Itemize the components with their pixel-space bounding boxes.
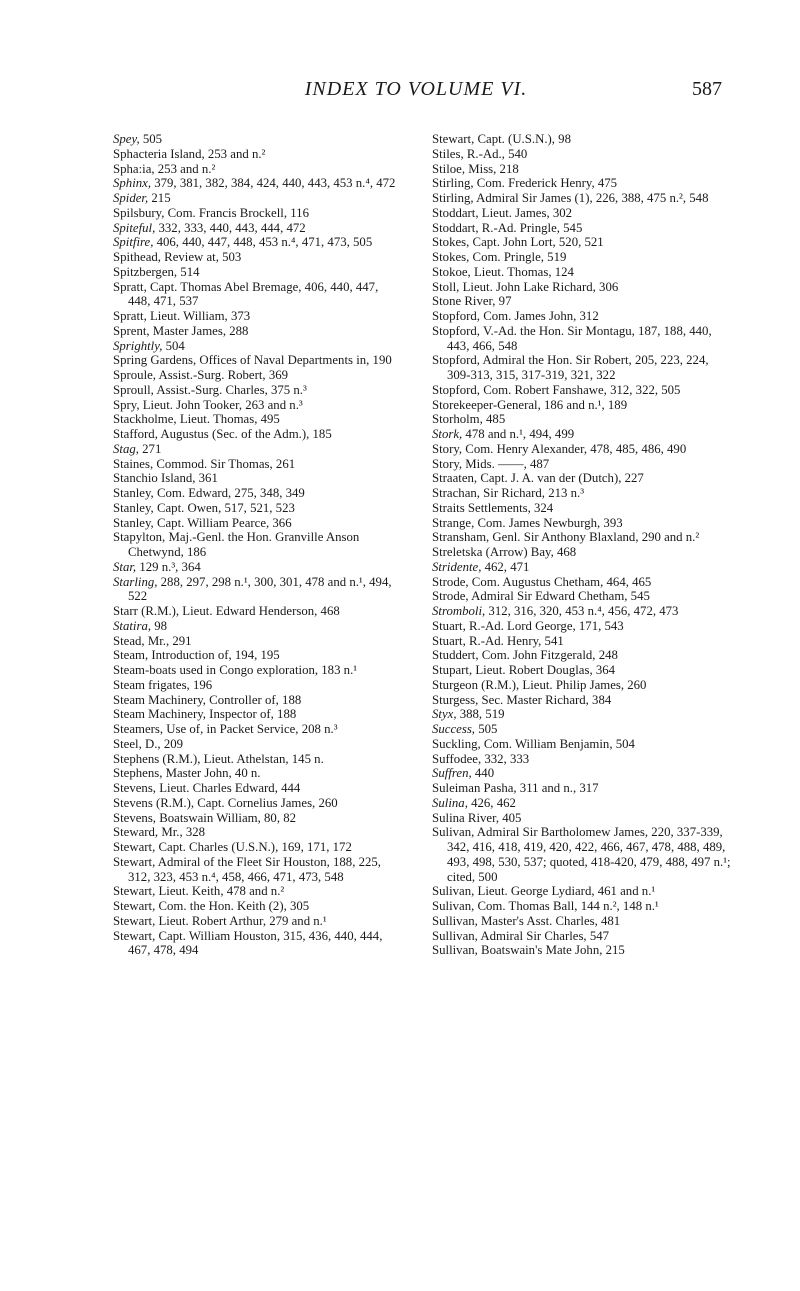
index-entry xyxy=(432,545,732,560)
index-entry-text: Storekeeper-General, 186 and n.¹, 189 xyxy=(432,397,628,412)
index-entry-text: Strange, Com. James Newburgh, 393 xyxy=(432,515,623,530)
index-entry xyxy=(432,221,732,236)
index-entry xyxy=(432,766,732,781)
index-entry xyxy=(432,309,732,324)
index-entry-ship-name: Spider, xyxy=(113,191,149,205)
index-entry xyxy=(432,162,732,177)
index-entry-text: Sulina River, 405 xyxy=(432,810,522,825)
index-entry xyxy=(113,501,403,516)
index-entry xyxy=(432,147,732,162)
index-entry-text: Stanley, Capt. William Pearce, 366 xyxy=(113,515,292,530)
index-entry xyxy=(113,339,403,354)
index-entry-ship-name: Spey, xyxy=(113,132,140,146)
index-entry xyxy=(113,781,403,796)
index-entry xyxy=(432,943,732,958)
index-entry-text: Stafford, Augustus (Sec. of the Adm.), 185 xyxy=(113,427,332,441)
index-entry-ship-name: Styx, xyxy=(432,707,457,722)
index-entry-ship-name: Stork, xyxy=(432,427,463,441)
index-entry xyxy=(432,516,732,531)
index-entry-text: 426, 462 xyxy=(467,795,516,810)
index-entry-text: Stephens, Master John, 40 n. xyxy=(113,766,261,781)
index-entry xyxy=(113,309,403,324)
index-entry-text: Sproule, Assist.-Surg. Robert, 369 xyxy=(113,368,289,382)
index-entry-text: Stewart, Capt. Charles (U.S.N.), 169, 171, 172 xyxy=(113,840,352,854)
index-entry xyxy=(432,929,732,944)
index-entry-text: 271 xyxy=(138,441,162,456)
index-entry-text: 215 xyxy=(148,191,171,205)
index-entry xyxy=(432,412,732,427)
index-entry xyxy=(113,353,403,368)
index-entry xyxy=(113,678,403,693)
index-entry-text: 406, 440, 447, 448, 453 n.⁴, 471, 473, 505 xyxy=(153,235,373,250)
index-entry-text: Sturgess, Sec. Master Richard, 384 xyxy=(432,692,612,707)
index-entry-text: Steel, D., 209 xyxy=(113,736,184,751)
index-entry xyxy=(113,604,403,619)
index-entry xyxy=(113,457,403,472)
index-entry-text: Stanchio Island, 361 xyxy=(113,471,218,486)
index-entry-text: Straits Settlements, 324 xyxy=(432,500,554,515)
index-entry xyxy=(432,811,732,826)
index-entry-text: Studdert, Com. John Fitzgerald, 248 xyxy=(432,648,618,663)
index-entry-text: Story, Com. Henry Alexander, 478, 485, 486, 490 xyxy=(432,441,687,456)
index-entry-text: Stokoe, Lieut. Thomas, 124 xyxy=(432,264,574,279)
index-entry xyxy=(113,707,403,722)
index-entry-text: 288, 297, 298 n.¹, 300, 301, 478 and n.¹, 494, 522 xyxy=(128,574,392,604)
index-entry xyxy=(113,368,403,383)
index-entry-text: Stapylton, Maj.-Genl. the Hon. Granville Anson Chetwynd, 186 xyxy=(113,530,360,559)
index-entry-text: 332, 333, 440, 443, 444, 472 xyxy=(155,220,306,235)
index-entry xyxy=(432,132,732,147)
index-entry-text: Stewart, Capt. (U.S.N.), 98 xyxy=(432,132,571,146)
index-entry-text: Strode, Com. Augustus Chetham, 464, 465 xyxy=(432,574,652,589)
index-entry-text: Stirling, Com. Frederick Henry, 475 xyxy=(432,176,618,191)
index-entry-text: Spitzbergen, 514 xyxy=(113,264,200,279)
index-entry xyxy=(113,663,403,678)
index-entry-text: Sullivan, Master's Asst. Charles, 481 xyxy=(432,913,621,928)
index-entry xyxy=(113,471,403,486)
index-entry-ship-name: Sprightly, xyxy=(113,338,163,353)
index-entry-text: Spha​:ia, 253 and n.² xyxy=(113,161,216,176)
index-entry xyxy=(432,781,732,796)
index-entry xyxy=(113,648,403,663)
index-entry-text: Stewart, Capt. William Houston, 315, 436, 440, 444, 467, 478, 494 xyxy=(113,928,383,958)
index-entry-text: Sulivan, Com. Thomas Ball, 144 n.², 148 n.¹ xyxy=(432,899,659,913)
index-entry-text: Stevens, Lieut. Charles Edward, 444 xyxy=(113,781,301,795)
index-entry-ship-name: Stridente, xyxy=(432,559,482,574)
index-entry-text: 98 xyxy=(151,618,168,633)
index-entry xyxy=(432,884,732,899)
index-entry xyxy=(113,427,403,442)
index-entry-text: Sullivan, Admiral Sir Charles, 547 xyxy=(432,928,610,943)
index-entry xyxy=(113,412,403,427)
index-entry-text: Starr (R.M.), Lieut. Edward Henderson, 468 xyxy=(113,604,340,618)
index-entry xyxy=(113,634,403,649)
index-entry xyxy=(113,693,403,708)
index-entry xyxy=(113,132,403,147)
index-entry-text: Stevens (R.M.), Capt. Cornelius James, 260 xyxy=(113,795,338,810)
index-entry-text: Spry, Lieut. John Tooker, 263 and n.³ xyxy=(113,397,303,412)
index-entry-text: 440 xyxy=(471,766,495,781)
index-entry xyxy=(113,176,403,191)
index-entry xyxy=(113,516,403,531)
index-entry-text: Stopford, Admiral the Hon. Sir Robert, 205, 223, 224, 309-313, 315, 317-319, 321, 322 xyxy=(432,353,709,382)
index-entry xyxy=(113,855,403,885)
index-entry-text: Stoll, Lieut. John Lake Richard, 306 xyxy=(432,279,619,294)
index-entry xyxy=(113,929,403,959)
index-entry-text: Stopford, Com. Robert Fanshawe, 312, 322, 505 xyxy=(432,382,681,397)
index-entry xyxy=(113,442,403,457)
index-column-right xyxy=(432,132,732,958)
index-entry-text: 379, 381, 382, 384, 424, 440, 443, 453 n.⁴, 472 xyxy=(151,176,396,191)
index-entry-ship-name: Spitfire, xyxy=(113,235,154,250)
index-column-left xyxy=(113,132,403,958)
index-entry-text: Stransham, Genl. Sir Anthony Blaxland, 290 and n.² xyxy=(432,530,700,545)
index-entry-text: Stirling, Admiral Sir James (1), 226, 388, 475 n.², 548 xyxy=(432,191,709,205)
index-entry-ship-name: Sphinx, xyxy=(113,176,152,191)
index-entry-text: Stokes, Capt. John Lort, 520, 521 xyxy=(432,235,604,250)
index-entry xyxy=(113,575,403,605)
index-entry-text: 504 xyxy=(162,338,185,353)
index-entry xyxy=(432,191,732,206)
index-entry-text: Stanley, Capt. Owen, 517, 521, 523 xyxy=(113,500,295,515)
index-entry-text: Steam-boats used in Congo exploration, 183 n.¹ xyxy=(113,663,358,677)
index-entry xyxy=(113,619,403,634)
index-entry xyxy=(432,737,732,752)
index-entry xyxy=(113,398,403,413)
index-entry xyxy=(432,235,732,250)
index-entry xyxy=(432,752,732,767)
index-entry-ship-name: Stag, xyxy=(113,441,139,456)
index-entry xyxy=(113,324,403,339)
index-entry-text: Story, Mids. ——, 487 xyxy=(432,456,550,471)
index-entry xyxy=(113,796,403,811)
index-entry-text: Stokes, Com. Pringle, 519 xyxy=(432,250,567,264)
index-entry xyxy=(113,191,403,206)
index-entry-text: Stiles, R.-Ad., 540 xyxy=(432,146,528,161)
index-entry-text: Suleiman Pasha, 311 and n., 317 xyxy=(432,781,599,795)
index-entry-text: Sproull, Assist.-Surg. Charles, 375 n.³ xyxy=(113,382,307,397)
index-entry xyxy=(113,752,403,767)
index-entry-text: Stevens, Boatswain William, 80, 82 xyxy=(113,810,297,825)
index-entry xyxy=(432,530,732,545)
index-entry-text: 505 xyxy=(139,132,163,146)
index-entry xyxy=(432,589,732,604)
index-entry-text: 462, 471 xyxy=(481,559,530,574)
index-entry-text: Stuart, R.-Ad. Henry, 541 xyxy=(432,633,564,648)
index-entry xyxy=(113,811,403,826)
index-entry xyxy=(432,294,732,309)
index-entry-text: Stone River, 97 xyxy=(432,294,512,309)
index-entry xyxy=(113,280,403,310)
index-entry-ship-name: Starling, xyxy=(113,574,158,589)
index-entry-text: Spratt, Lieut. William, 373 xyxy=(113,309,251,323)
index-entry xyxy=(113,250,403,265)
index-entry xyxy=(113,737,403,752)
index-entry-ship-name: Sulina, xyxy=(432,795,468,810)
index-entry xyxy=(432,722,732,737)
index-entry xyxy=(432,176,732,191)
index-entry-text: Stoddart, Lieut. James, 302 xyxy=(432,205,573,220)
index-entry xyxy=(432,560,732,575)
index-entry-text: Steam frigates, 196 xyxy=(113,677,213,692)
index-entry xyxy=(113,383,403,398)
index-entry-text: Stewart, Admiral of the Fleet Sir Houston, 188, 225, 312, 323, 453 n.⁴, 458, 466, 471, 473, 548 xyxy=(113,854,381,884)
index-entry-text: Strode, Admiral Sir Edward Chetham, 545 xyxy=(432,589,650,604)
index-entry xyxy=(432,634,732,649)
index-entry xyxy=(432,280,732,295)
index-entry xyxy=(432,442,732,457)
index-entry-text: Stoddart, R.-Ad. Pringle, 545 xyxy=(432,220,583,235)
index-entry-text: Spilsbury, Com. Francis Brockell, 116 xyxy=(113,205,309,220)
index-entry xyxy=(432,604,732,619)
index-entry xyxy=(432,678,732,693)
index-entry-text: 505 xyxy=(475,722,498,736)
index-entry xyxy=(432,575,732,590)
index-entry xyxy=(113,206,403,221)
index-entry-text: Stewart, Lieut. Robert Arthur, 279 and n.¹ xyxy=(113,913,327,928)
index-entry xyxy=(432,265,732,280)
index-entry-text: Steward, Mr., 328 xyxy=(113,825,206,840)
index-entry-text: Stewart, Com. the Hon. Keith (2), 305 xyxy=(113,899,310,913)
index-entry xyxy=(113,840,403,855)
index-entry-text: 478 and n.¹, 494, 499 xyxy=(462,427,575,441)
index-entry-text: Sulivan, Admiral Sir Bartholomew James, 220, 337-339, 342, 416, 418, 419, 420, 422, 466, 467, 478, 488, 489, 493, 498, 530, 537; quoted, 418-420, 479, 488, 497 n.¹; cited, 500 xyxy=(432,825,731,884)
index-entry-text: Sullivan, Boatswain's Mate John, 215 xyxy=(432,943,625,958)
index-entry-text: 388, 519 xyxy=(456,707,505,722)
index-entry-text: Strachan, Sir Richard, 213 n.³ xyxy=(432,486,585,500)
index-entry xyxy=(113,486,403,501)
index-entry xyxy=(113,265,403,280)
index-entry-text: Streletska (Arrow) Bay, 468 xyxy=(432,545,577,559)
index-entry xyxy=(432,825,732,884)
index-entry xyxy=(113,825,403,840)
page-number: 587 xyxy=(692,78,722,100)
index-entry xyxy=(113,221,403,236)
index-entry xyxy=(432,648,732,663)
index-entry xyxy=(432,427,732,442)
index-entry-text: Sturgeon (R.M.), Lieut. Philip James, 260 xyxy=(432,677,647,692)
index-entry-text: Stackholme, Lieut. Thomas, 495 xyxy=(113,412,280,427)
index-entry-text: Stiloe, Miss, 218 xyxy=(432,161,519,176)
index-entry xyxy=(432,471,732,486)
index-entry-text: Stephens (R.M.), Lieut. Athelstan, 145 n. xyxy=(113,751,324,766)
index-entry-text: Stopford, V.-Ad. the Hon. Sir Montagu, 187, 188, 440, 443, 466, 548 xyxy=(432,323,712,353)
index-entry-text: Sphacteria Island, 253 and n.² xyxy=(113,146,266,161)
index-entry-ship-name: Statira, xyxy=(113,618,152,633)
index-entry xyxy=(113,235,403,250)
index-entry-text: Stuart, R.-Ad. Lord George, 171, 543 xyxy=(432,618,624,633)
index-entry-text: Steam, Introduction of, 194, 195 xyxy=(113,648,280,663)
index-entry xyxy=(432,663,732,678)
index-entry xyxy=(432,383,732,398)
index-entry xyxy=(432,206,732,221)
index-entry-text: Straaten, Capt. J. A. van der (Dutch), 227 xyxy=(432,471,644,486)
index-entry-text: Spring Gardens, Offices of Naval Departments in, 190 xyxy=(113,353,392,368)
index-entry xyxy=(432,899,732,914)
index-entry xyxy=(113,884,403,899)
index-entry xyxy=(432,353,732,383)
index-entry xyxy=(432,707,732,722)
index-entry xyxy=(432,914,732,929)
index-entry xyxy=(113,162,403,177)
index-entry-text: Stewart, Lieut. Keith, 478 and n.² xyxy=(113,884,285,899)
index-entry-text: Suckling, Com. William Benjamin, 504 xyxy=(432,736,635,751)
index-entry-ship-name: Suffren, xyxy=(432,766,472,781)
index-entry-text: Stead, Mr., 291 xyxy=(113,633,192,648)
index-entry xyxy=(432,693,732,708)
index-entry-text: Spratt, Capt. Thomas Abel Bremage, 406, 440, 447, 448, 471, 537 xyxy=(113,279,379,309)
index-entry xyxy=(113,147,403,162)
index-entry xyxy=(432,486,732,501)
index-entry xyxy=(432,796,732,811)
index-entry xyxy=(113,560,403,575)
index-entry xyxy=(432,398,732,413)
index-entry xyxy=(113,766,403,781)
index-entry-ship-name: Star, xyxy=(113,559,137,574)
index-entry-text: Stopford, Com. James John, 312 xyxy=(432,309,599,323)
index-entry xyxy=(432,501,732,516)
index-entry-text: 129 n.³, 364 xyxy=(136,559,201,574)
index-entry-text: Suffodee, 332, 333 xyxy=(432,751,530,766)
index-entry-ship-name: Spiteful, xyxy=(113,220,156,235)
index-entry-text: Steam Machinery, Inspector of, 188 xyxy=(113,707,297,722)
index-entry xyxy=(113,899,403,914)
index-entry xyxy=(432,619,732,634)
index-entry-ship-name: Stromboli, xyxy=(432,604,486,618)
index-entry-text: Steamers, Use of, in Packet Service, 208 n.³ xyxy=(113,722,338,736)
index-entry-text: Stupart, Lieut. Robert Douglas, 364 xyxy=(432,663,616,677)
index-entry xyxy=(113,530,403,560)
page-header xyxy=(110,78,722,104)
index-entry xyxy=(432,250,732,265)
index-entry xyxy=(432,457,732,472)
index-entry-text: Storholm, 485 xyxy=(432,412,506,427)
index-entry-text: Stanley, Com. Edward, 275, 348, 349 xyxy=(113,486,305,500)
index-entry-text: Sulivan, Lieut. George Lydiard, 461 and n.¹ xyxy=(432,884,656,899)
index-entry xyxy=(113,914,403,929)
index-entry-text: Steam Machinery, Controller of, 188 xyxy=(113,692,302,707)
index-entry-text: Staines, Commod. Sir Thomas, 261 xyxy=(113,456,296,471)
index-entry xyxy=(113,722,403,737)
index-entry-ship-name: Success, xyxy=(432,722,475,736)
index-entry-text: Spithead, Review at, 503 xyxy=(113,250,242,264)
running-title: INDEX TO VOLUME VI. xyxy=(304,78,528,100)
index-entry-text: 312, 316, 320, 453 n.⁴, 456, 472, 473 xyxy=(485,604,679,618)
index-entry-text: Sprent, Master James, 288 xyxy=(113,323,249,338)
index-entry xyxy=(432,324,732,354)
